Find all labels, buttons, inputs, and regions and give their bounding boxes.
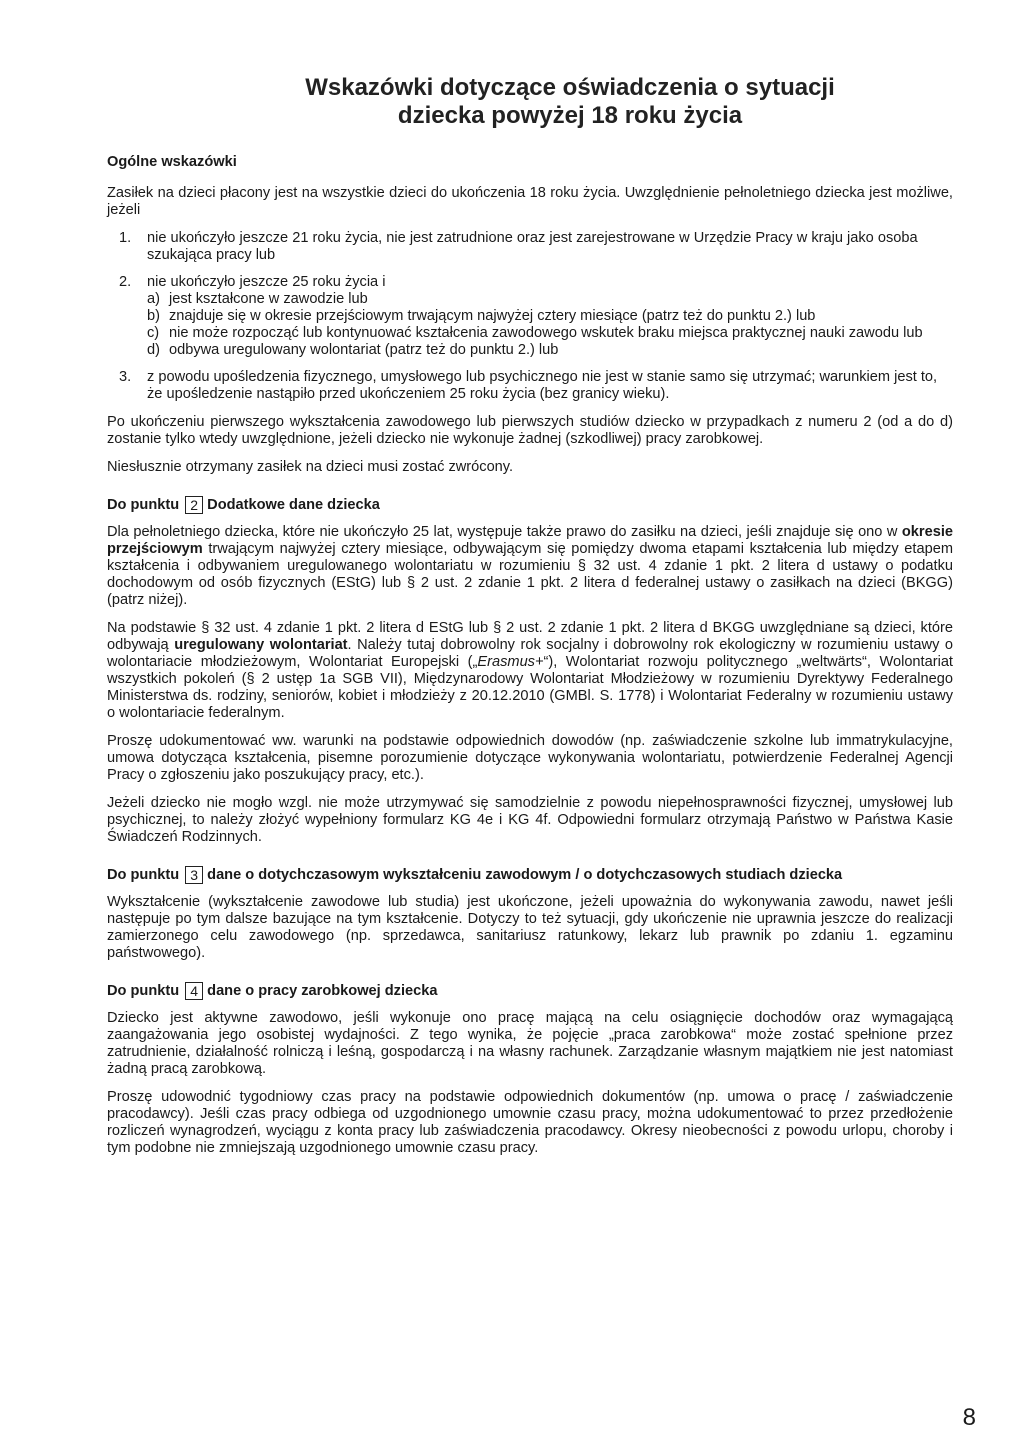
sub-text: odbywa uregulowany wolontariat (patrz też do punktu 2.) lub (169, 342, 559, 358)
title-line-1: Wskazówki dotyczące oświadczenia o sytuacji (305, 74, 835, 101)
after-first-paragraph: Po ukończeniu pierwszego wykształcenia zawodowego lub pierwszych studiów dziecko w przypadkach z numeru 2 (od a do d) zostanie tylko wtedy uwzględnione, jeżeli dziecko nie wykonuje żadnej (szkodliwej) pracy zarobkowej. (107, 414, 953, 447)
refund-paragraph: Niesłusznie otrzymany zasiłek na dzieci musi zostać zwrócony. (107, 459, 514, 475)
emphasis-term: uregulowany wolontariat (174, 637, 348, 653)
document-page (107, 74, 953, 1168)
sub-condition-item (147, 325, 953, 342)
sub-letter: d) (147, 342, 160, 358)
conditions-list (107, 230, 953, 403)
sub-letter: c) (147, 325, 160, 341)
section-number-box: 3 (185, 866, 203, 884)
section-2-heading (107, 496, 953, 514)
sub-letter: b) (147, 308, 160, 324)
sub-text: nie może rozpocząć lub kontynuować kształcenia zawodowego wskutek braku miejsca praktycznej nauki zawodu lub (169, 325, 923, 341)
text-run: trwającym najwyżej cztery miesiące, odbywającym się pomiędzy dwoma etapami kształcenia lub między etapem kształcenia i odbywaniem uregulowanego wolontariatu w rozumieniu § 32 ust. 4 zdanie 1 pkt. 2 litera d ustawy o podatku dochodowym od osób fizycznych (EStG) lub § 2 ust. 2 zdanie 1 pkt. 2 litera d federalnej ustawy o zasiłkach na dzieci (BKGG) (patrz niżej). (107, 541, 953, 608)
general-heading: Ogólne wskazówki (107, 154, 237, 170)
page-number: 8 (962, 1404, 976, 1431)
sub-condition-item (147, 308, 953, 325)
section-4-heading (107, 982, 953, 1000)
condition-number: 1. (119, 230, 132, 246)
italic-term: Erasmus+ (477, 654, 544, 670)
text-run: . Należy tutaj dobrowolny rok socjalny i dobrowolny rok ekologiczny w rozumieniu ustawy o wolontariacie młodzieżowym, Wolontariat Europejski („ (107, 637, 953, 670)
section-number-box: 2 (185, 496, 203, 514)
intro-paragraph: Zasiłek na dzieci płacony jest na wszystkie dzieci do ukończenia 18 roku życia. Uwzględnienie pełnoletniego dziecka jest możliwe, jeżeli (107, 185, 953, 218)
section-2-paragraph-4: Jeżeli dziecko nie mogło wzgl. nie może utrzymywać się samodzielnie z powodu niepełnosprawności fizycznej, umysłowej lub psychicznej, to należy złożyć wypełniony formularz KG 4e i KG 4f. Odpowiedni formularz otrzymają Państwo w Państwa Kasie Świadczeń Rodzinnych. (107, 795, 953, 845)
section-2-paragraph-1 (107, 524, 953, 609)
do-punktu-label: Do punktu (107, 866, 180, 883)
section-4-paragraph-2: Proszę udowodnić tygodniowy czas pracy na podstawie odpowiednich dokumentów (np. umowa o pracę / zaświadczenie pracodawcy). Jeśli czas pracy odbiega od uzgodnionego umownie czasu pracy, można udokumentować to przez przedłożenie rozliczeń wynagrodzeń, wyciągu z konta pracy lub zaświadczenia pracodawcy. Okresy nieobecności z powodu urlopu, choroby i tym podobne nie zmniejszają uzgodnionego umownie czasu pracy. (107, 1089, 953, 1156)
sub-conditions-list (147, 291, 953, 359)
title-line-2: dziecka powyżej 18 roku życia (397, 102, 743, 129)
sub-text: znajduje się w okresie przejściowym trwającym najwyżej cztery miesiące (patrz też do punktu 2.) lub (169, 308, 816, 324)
condition-text: nie ukończyło jeszcze 25 roku życia i (147, 274, 386, 290)
sub-letter: a) (147, 291, 160, 307)
condition-text: z powodu upośledzenia fizycznego, umysłowego lub psychicznego nie jest w stanie samo się utrzymać; warunkiem jest to, że upośledzenie nastąpiło przed ukończeniem 25 roku życia (bez granicy wieku). (147, 369, 938, 402)
text-run: Dla pełnoletniego dziecka, które nie ukończyło 25 lat, występuje także prawo do zasiłku na dzieci, jeśli znajduje się ono w (107, 524, 902, 540)
section-title: Dodatkowe dane dziecka (207, 496, 380, 513)
sub-condition-item (147, 342, 953, 359)
do-punktu-label: Do punktu (107, 496, 180, 513)
condition-item (107, 274, 953, 359)
section-4-paragraph-1: Dziecko jest aktywne zawodowo, jeśli wykonuje ono pracę mającą na celu osiągnięcie dochodów oraz wymagającą zaangażowania jego osobistej wydajności. Z tego wynika, że pojęcie „praca zarobkowa“ może zostać spełnione przez zatrudnienie, działalność rolniczą i leśną, gospodarczą i na własny rachunek. Zarządzanie własnym majątkiem nie jest natomiast żadną pracą zarobkową. (107, 1010, 953, 1077)
section-3-paragraph-1: Wykształcenie (wykształcenie zawodowe lub studia) jest ukończone, jeżeli upoważnia do wykonywania zawodu, nawet jeśli następuje po tym dalsze bazujące na tym kształcenie. Dotyczy to też sytuacji, gdy ukończenie nie uprawnia jeszcze do realizacji zamierzonego celu zawodowego (np. sprzedawca, sanitariusz ratunkowy, lekarz lub prawnik po zdaniu 1. egzaminu państwowego). (107, 894, 953, 961)
section-title: dane o dotychczasowym wykształceniu zawodowym / o dotychczasowych studiach dziecka (207, 866, 843, 883)
text-run: Na podstawie § 32 ust. 4 zdanie 1 pkt. 2 litera d EStG lub § 2 ust. 2 zdanie 1 pkt. 2 litera d BKGG uwzględniane są dzieci, które odbywają (107, 620, 953, 653)
condition-item (107, 230, 953, 264)
text-run: “), Wolontariat rozwoju politycznego „weltwärts“, Wolontariat wszystkich pokoleń (§ 2 ustęp 1a SGB VII), Międzynarodowy Wolontariat Młodzieżowy w rozumieniu Dyrektywy Federalnego Ministerstwa ds. rodziny, seniorów, kobiet i młodzieży z 20.12.2010 (GMBl. S. 1778) i Wolontariat Federalny w rozumieniu ustawy o wolontariacie federalnym. (107, 654, 953, 721)
do-punktu-label: Do punktu (107, 982, 180, 999)
section-2-paragraph-3: Proszę udokumentować ww. warunki na podstawie odpowiednich dowodów (np. zaświadczenie szkolne lub immatrykulacyjne, umowa dotycząca kształcenia, pisemne porozumienie dotyczące wykonywania wolontariatu, potwierdzenie Federalnej Agencji Pracy o zgłoszeniu jako poszukujący pracy, etc.). (107, 733, 953, 783)
section-title: dane o pracy zarobkowej dziecka (207, 982, 438, 999)
condition-number: 2. (119, 274, 132, 290)
section-number-box: 4 (185, 982, 203, 1000)
emphasis-term: okresie przejściowym (107, 524, 953, 557)
condition-number: 3. (119, 369, 132, 385)
sub-text: jest kształcone w zawodzie lub (169, 291, 368, 307)
condition-item (107, 369, 953, 403)
sub-condition-item (147, 291, 953, 308)
section-3-heading (107, 866, 953, 884)
page-title (107, 74, 953, 130)
section-2-paragraph-2 (107, 620, 953, 722)
condition-text: nie ukończyło jeszcze 21 roku życia, nie jest zatrudnione oraz jest zarejestrowane w Urzędzie Pracy w kraju jako osoba szukająca pracy lub (147, 230, 918, 263)
